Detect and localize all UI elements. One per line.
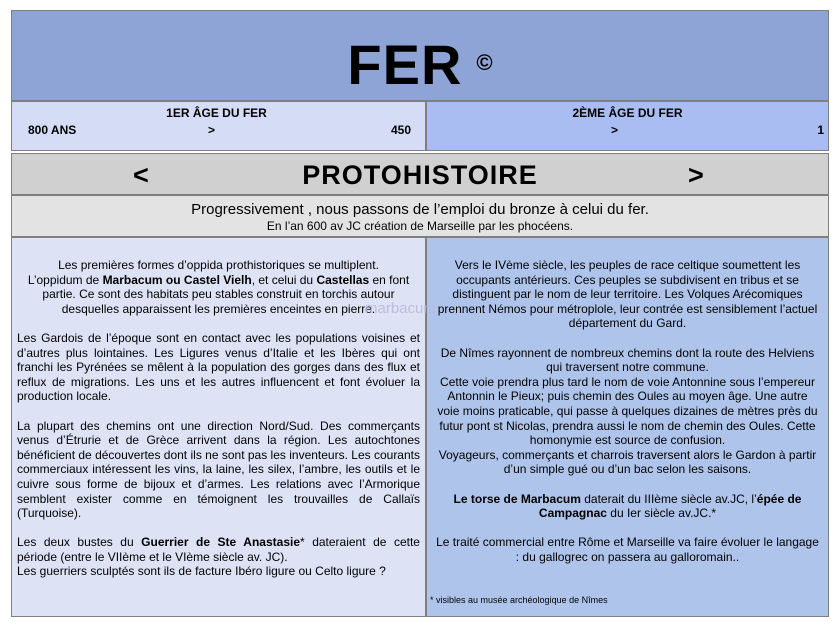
guerriers-question: Les guerriers sculptés sont ils de facture Ibéro ligure ou Celto ligure ? [17,564,386,579]
guerrier-name: Guerrier de Ste Anastasie [141,535,300,550]
castellas-name: Castellas [316,272,370,287]
habitats-text: en font partie. Ce sont des habitats peu stables construit en torchis autour desquelles apparaissent les premières enceintes en pierre. [42,272,410,316]
torse-paragraph [435,492,820,521]
second-age-text-column [426,237,829,617]
intro-line-2: En l’an 600 av JC création de Marseille par les phocéens. [266,219,574,233]
second-age-end: 1 [817,123,824,137]
first-iron-age-panel [11,101,426,151]
intro-panel [11,195,829,237]
helviens-paragraph: De Nîmes rayonnent de nombreux chemins dont la route des Helviens qui traversent notre commune. [440,345,815,375]
epee-date-text: du Ier siècle av.JC.* [606,506,717,521]
left-arrow: < [133,160,149,190]
gardois-paragraph: Les Gardois de l’époque sont en contact avec les populations voisines et d’autres plus lointaines. Les Ligures venus d’Italie et les Ibères qui ont franchi les Pyrénées se mêlent à la population des gorges dans des flux et reflux de migrations. Les uns et les autres influencent et font évoluer la production locale. [17,330,420,404]
guerrier-paragraph [17,535,420,564]
title-banner [11,10,829,101]
first-age-end: 450 [390,123,411,137]
second-iron-age-panel [426,101,829,151]
first-age-heading: 1ER ÂGE DU FER [166,106,267,120]
marbacum-name: Marbacum ou Castel Vielh [102,272,252,287]
torse-name: Le torse de Marbacum [453,491,581,506]
torse-date-text: daterait du IIIème siècle av.JC, l’ [580,491,757,506]
celtes-paragraph: Vers le IVème siècle, les peuples de race celtique soumettent les occupants antérieurs. Ces peuples se subdivisent en tribus et se distinguent par le nom de leur territoire. Les Volques Arécomiques prennent Némos pour métroplole, leur contrée est sensiblement l’actuel département du Gard. [437,258,818,331]
period-text: * dateraient de cette période (entre le VIIème et le VIème siècle av. JC). [17,535,420,564]
oppida-paragraph [17,258,420,316]
traite-paragraph: Le traité commercial entre Rôme et Marseille va faire évoluer le langage : du gallogrec on passera au galloromain.. [436,535,819,564]
intro-line-1: Progressivement , nous passons de l’emploi du bronze à celui du fer. [191,201,649,218]
bustes-text: Les deux bustes du [17,535,142,550]
protohistoire-banner [11,153,829,195]
museum-footnote: * visibles au musée archéologique de Nîmes [430,595,608,605]
first-age-text-column [11,237,426,617]
protohistoire-label: PROTOHISTOIRE [302,160,538,190]
epee-name: épée de Campagnac [538,491,802,521]
copyright-symbol: © [476,50,493,75]
right-arrow: > [688,160,704,190]
voyageurs-paragraph: Voyageurs, commerçants et charrois traversent alors le Gardon à partir d’un simple gué ou d’un bac selon les saisons. [438,447,817,477]
voie-antonnine-paragraph: Cette voie prendra plus tard le nom de voie Antonnine sous l’empereur Antonnin le Pieux; puis chemin des Oules au moyen âge. Une autre voie moins praticable, qui passe à quelques dizaines de mètres près du futur pont st Nicolas, prendra aussi le nom de chemin des Oules. Cette homonymie est source de confusion. [437,374,818,448]
watermark: marbacum [365,300,436,317]
oppida-intro-text: Les premières formes d’oppida prothistoriques se multiplent. [58,258,379,272]
first-age-arrow: > [208,123,216,137]
chemins-paragraph: La plupart des chemins ont une direction Nord/Sud. Des commerçants venus d’Étrurie et de Grèce arrivent dans la région. Les autochtones bénéficient de découvertes dont ils ne sont pas les inventeurs. Les courants commerciaux intéressent les vins, la laine, les silex, l’ambre, les outils et le cuivre sous forme de bijoux et d’armes. Les relations avec l’Armorique semblent exister comme en témoignent les trouvailles de Callaïs (Turquoise). [17,418,420,521]
title-main: FER [347,33,463,96]
oppidum-text: L’oppidum de [27,272,103,287]
second-age-heading: 2ÈME ÂGE DU FER [572,106,683,120]
first-age-start: 800 ANS [28,123,77,137]
page-title [12,33,828,95]
second-age-arrow: > [611,123,619,137]
oppidum-join-text: , et celui du [251,272,317,287]
